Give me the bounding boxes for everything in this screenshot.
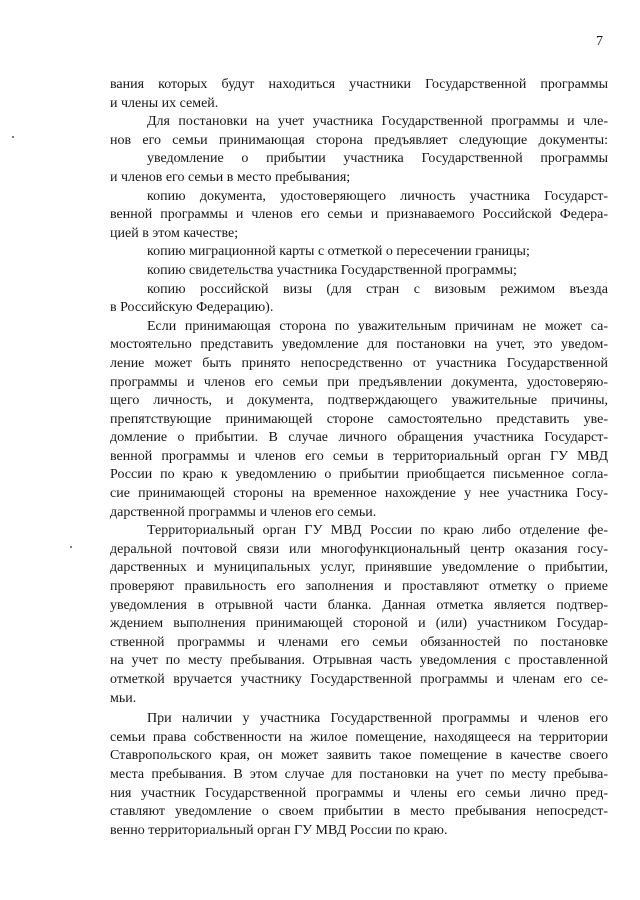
text-line: ление может быть принято непосредственно от участника Государственной	[110, 355, 608, 371]
text-line: Если принимающая сторона по уважительным причинам не может са-	[147, 318, 608, 334]
text-line: Для постановки на учет участника Государственной программы и чле-	[147, 114, 608, 130]
text-line: проверяют правильность его заполнения и проставляют отметку о приеме	[110, 579, 608, 595]
text-line: ния участник Государственной программы и члены его семьи лично пред-	[110, 785, 608, 801]
text-line: в Российскую Федерацию).	[110, 300, 274, 316]
text-line: на учет по месту пребывания. Отрывная часть уведомления с проставленной	[110, 653, 608, 669]
text-line: уведомления в отрывной части бланка. Данная отметка является подтвер-	[110, 597, 608, 613]
text-line: венной программы и членов его семьи в территориальный орган ГУ МВД	[110, 448, 608, 464]
text-line: и членов его семьи в место пребывания;	[110, 169, 351, 185]
text-line: щего личность, и документа, подтверждающего уважительные причины,	[110, 393, 608, 409]
text-line: дарственных и муниципальных услуг, принявшие уведомление о прибытии,	[110, 560, 608, 576]
text-line: венной программы и членов его семьи и признаваемого Российской Федера-	[110, 207, 608, 223]
text-line: дарственной программы и членов его семьи.	[110, 504, 377, 520]
text-line: ставляют уведомление о своем прибытии в место пребывания непосредст-	[110, 804, 608, 820]
text-line: места пребывания. В этом случае для постановки на учет по месту пребыва-	[110, 766, 608, 782]
text-line: цией в этом качестве;	[110, 225, 239, 241]
text-line: ственной программы и членами его семьи обязанностей по постановке	[110, 634, 608, 650]
text-line: семьи права собственности на жилое помещение, находящееся на территории	[110, 729, 608, 745]
text-line: венно территориальный орган ГУ МВД России по краю.	[110, 822, 448, 838]
text-line: сие принимающей стороны на временное нахождение у нее участника Госу-	[110, 486, 608, 502]
text-line: копию российской визы (для стран с визовым режимом въезда	[147, 281, 608, 297]
margin-dot-mark	[70, 546, 72, 548]
text-line: вания которых будут находиться участники Государственной программы	[110, 77, 608, 92]
text-line: отметкой вручается участнику Государственной программы и членам его се-	[110, 672, 608, 687]
text-line: России по краю к уведомлению о прибытии приобщается письменное согла-	[110, 467, 608, 483]
text-line: мьи.	[110, 690, 137, 706]
text-line: При наличии у участника Государственной программы и членов его	[147, 711, 608, 727]
text-line: деральной почтовой связи или многофункциональный центр оказания госу-	[110, 541, 608, 557]
text-line: Ставропольского края, он может заявить такое помещение в качестве своего	[110, 748, 608, 764]
text-line: домление о прибытии. В случае личного обращения участника Государст-	[110, 430, 608, 446]
text-line: уведомление о прибытии участника Государственной программы	[147, 151, 608, 167]
text-line: ждением выполнения принимающей стороной и (или) участником Государ-	[110, 616, 608, 632]
document-body	[110, 76, 608, 840]
text-line: мостоятельно представить уведомление для постановки на учет, это уведом-	[110, 337, 608, 353]
text-line: копию документа, удостоверяющего личность участника Государст-	[147, 188, 608, 204]
text-line: программы и членов его семьи при предъявлении документа, удостоверяю-	[110, 374, 608, 390]
text-line: препятствующие принимающей стороне самостоятельно представить уве-	[110, 411, 608, 427]
margin-dot-mark	[12, 136, 14, 138]
text-line: и члены их семей.	[110, 95, 219, 111]
text-line: копию свидетельства участника Государственной программы;	[147, 262, 517, 278]
text-line: Территориальный орган ГУ МВД России по краю либо отделение фе-	[147, 523, 608, 539]
text-line: нов его семьи принимающая сторона предъявляет следующие документы:	[110, 132, 608, 148]
page-number: 7	[596, 34, 603, 49]
text-line: копию миграционной карты с отметкой о пересечении границы;	[147, 244, 530, 260]
